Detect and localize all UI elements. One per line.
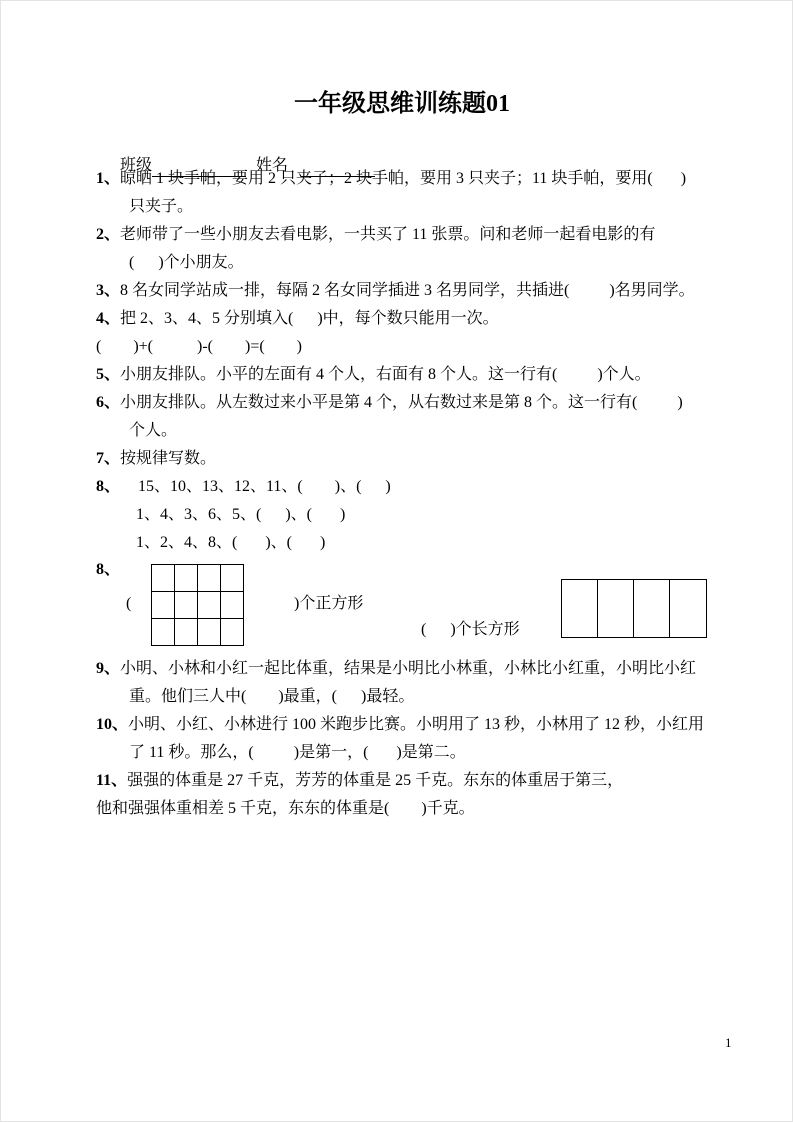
question-3-number: 3、 xyxy=(96,282,121,299)
grid-cell xyxy=(152,619,175,646)
question-4-equation xyxy=(96,333,708,361)
question-6-text: 小朋友排队。从左数过来小平是第 4 个，从右数过来是第 8 个。这一行有( ) xyxy=(120,394,683,411)
grid-cell xyxy=(175,619,198,646)
question-8-sequence-line-3 xyxy=(96,529,708,557)
class-label: 班级 xyxy=(120,157,153,174)
question-4-number: 4、 xyxy=(96,310,121,327)
question-3-text: 8 名女同学站成一排，每隔 2 名女同学插进 3 名男同学，共插进( )名男同学。 xyxy=(120,282,695,299)
question-2-line-1 xyxy=(96,221,708,249)
grid-cell xyxy=(221,619,244,646)
worksheet-content xyxy=(96,89,708,823)
grid-cell xyxy=(221,565,244,592)
question-11-text-cont: 他和强强体重相差 5 千克，东东的体重是( )千克。 xyxy=(96,800,475,817)
question-4-text: 把 2、3、4、5 分别填入( )中，每个数只能用一次。 xyxy=(120,310,499,327)
rectangle-strip-figure xyxy=(561,579,707,638)
question-8-figures xyxy=(96,557,708,655)
question-1-line-2 xyxy=(96,193,708,221)
question-11-line-1 xyxy=(96,767,708,795)
question-11-text: 强强的体重是 27 千克，芳芳的体重是 25 千克。东东的体重居于第三， xyxy=(127,772,624,789)
question-1-text: 晾晒 1 块手帕，要用 2 只夹子；2 块手帕，要用 3 只夹子；11 块手帕，要用( ) xyxy=(120,170,687,187)
question-2-text: 老师带了一些小朋友去看电影，一共买了 11 张票。问和老师一起看电影的有 xyxy=(120,226,656,243)
question-7-line-1 xyxy=(96,445,708,473)
question-8-sequence-1: 15、10、13、12、11、( )、( ) xyxy=(138,478,391,495)
question-10-number: 10、 xyxy=(96,716,129,733)
grid-cell xyxy=(152,592,175,619)
grid-cell xyxy=(175,565,198,592)
strip-cell xyxy=(598,580,634,637)
question-9-line-2 xyxy=(96,683,708,711)
question-4-line-1 xyxy=(96,305,708,333)
question-5-text: 小朋友排队。小平的左面有 4 个人，右面有 8 个人。这一行有( )个人。 xyxy=(120,366,651,383)
square-count-label: )个正方形 xyxy=(294,595,364,612)
question-10-line-1 xyxy=(96,711,708,739)
question-8-sequence-line-1 xyxy=(96,473,708,501)
question-8-number: 8、 xyxy=(96,478,121,495)
strip-cell xyxy=(562,580,598,637)
question-6-line-1 xyxy=(96,389,708,417)
page-title: 一年级思维训练题01 xyxy=(294,91,510,117)
question-5-number: 5、 xyxy=(96,366,121,383)
question-5-line-1 xyxy=(96,361,708,389)
question-6-text-cont: 个人。 xyxy=(129,422,178,439)
question-9-number: 9、 xyxy=(96,660,121,677)
header-fields xyxy=(96,133,708,174)
question-10-line-2 xyxy=(96,739,708,767)
question-1-line-1 xyxy=(96,165,708,193)
grid-cell xyxy=(221,592,244,619)
grid-cell xyxy=(152,565,175,592)
question-9-text-cont: 重。他们三人中( )最重，( )最轻。 xyxy=(129,688,415,705)
question-8-sequence-2: 1、4、3、6、5、( )、( ) xyxy=(136,506,346,523)
grid-cell xyxy=(198,619,221,646)
strip-cell xyxy=(634,580,670,637)
question-4-equation-text: ( )+( )-( )=( ) xyxy=(96,338,302,355)
rectangle-count-blank: ( )个长方形 xyxy=(421,621,520,638)
question-10-text: 小明、小红、小林进行 100 米跑步比赛。小明用了 13 秒，小林用了 12 秒，小红用 xyxy=(128,716,705,733)
question-10-text-cont: 了 11 秒。那么，( )是第一，( )是第二。 xyxy=(129,744,466,761)
question-8-sequence-3: 1、2、4、8、( )、( ) xyxy=(136,534,326,551)
question-2-text-cont: ( )个小朋友。 xyxy=(129,254,244,271)
grid-cell xyxy=(198,592,221,619)
question-1-number: 1、 xyxy=(96,170,121,187)
question-2-number: 2、 xyxy=(96,226,121,243)
square-grid-figure xyxy=(151,564,244,646)
question-11-line-2 xyxy=(96,795,708,823)
question-1-text-cont: 只夹子。 xyxy=(129,198,194,215)
square-count-open-paren: ( xyxy=(126,595,132,612)
name-label: 姓名 xyxy=(256,157,289,174)
question-3-line-1 xyxy=(96,277,708,305)
strip-cell xyxy=(670,580,706,637)
question-11-number: 11、 xyxy=(96,772,128,789)
question-7-text: 按规律写数。 xyxy=(120,450,217,467)
grid-cell xyxy=(175,592,198,619)
question-6-number: 6、 xyxy=(96,394,121,411)
question-9-text: 小明、小林和小红一起比体重，结果是小明比小林重，小林比小红重，小明比小红 xyxy=(120,660,697,677)
question-8b-number: 8、 xyxy=(96,561,121,578)
question-8-sequence-line-2 xyxy=(96,501,708,529)
page-number: 1 xyxy=(725,1035,732,1050)
question-9-line-1 xyxy=(96,655,708,683)
question-6-line-2 xyxy=(96,417,708,445)
grid-cell xyxy=(198,565,221,592)
question-2-line-2 xyxy=(96,249,708,277)
question-7-number: 7、 xyxy=(96,450,121,467)
